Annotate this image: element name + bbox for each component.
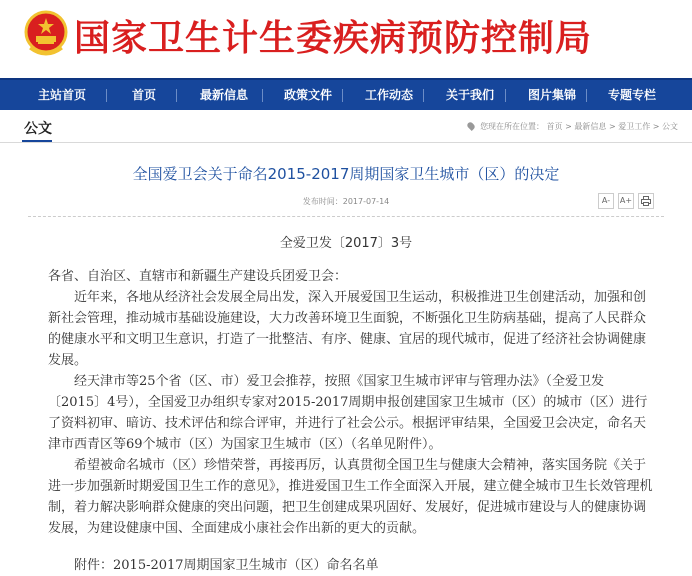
nav-item-gallery[interactable]: 图片集锦 bbox=[528, 88, 577, 102]
site-header bbox=[0, 0, 692, 78]
salutation: 各省、自治区、直辖市和新疆生产建设兵团爱卫会： bbox=[48, 269, 348, 284]
print-button[interactable] bbox=[638, 193, 654, 209]
national-emblem-icon bbox=[24, 8, 68, 58]
article-meta bbox=[0, 193, 692, 213]
body-paragraph: 希望被命名城市（区）珍惜荣誉，再接再厉，认真贯彻全国卫生与健康大会精神，落实国务院《关于进一步加强新时期爱国卫生工作的意见》，推进爱国卫生工作全面深入开展，建立健全城市卫生长效管理机制，着力解决影响群众健康的突出问题，把卫生创建成果巩固好、发展好，促进城市建设与人的健康协调发展，为建设健康中国、全面建成小康社会作出新的更大的贡献。 bbox=[48, 458, 653, 536]
title-divider bbox=[28, 216, 664, 217]
nav-item-work-news[interactable]: 工作动态 bbox=[365, 88, 414, 102]
nav-item-policy-docs[interactable]: 政策文件 bbox=[284, 88, 333, 102]
nav-item-latest-info[interactable]: 最新信息 bbox=[200, 88, 249, 102]
article-tools bbox=[594, 193, 654, 212]
breadcrumb-separator: > bbox=[608, 122, 616, 131]
print-icon bbox=[641, 196, 651, 206]
document-number: 全爱卫发〔2017〕3号 bbox=[279, 236, 413, 251]
nav-item-about-us[interactable]: 关于我们 bbox=[446, 88, 495, 102]
publish-date bbox=[0, 196, 692, 207]
main-nav bbox=[0, 78, 692, 110]
breadcrumb-prefix: 您现在所在位置： bbox=[480, 122, 545, 131]
nav-item-main-home[interactable]: 主站首页 bbox=[38, 88, 87, 102]
article-body bbox=[48, 266, 654, 576]
breadcrumb-item-latest-info[interactable]: 最新信息 bbox=[574, 122, 607, 131]
attachment-link[interactable]: 附件：2015-2017周期国家卫生城市（区）命名名单 bbox=[74, 558, 379, 573]
body-paragraph: 经天津市等25个省（区、市）爱卫会推荐，按照《国家卫生城市评审与管理办法》（全爱卫发〔2015〕4号），全国爱卫办组织专家对2015-2017周期申报创建国家卫生城市（区）的城市（区）进行了资料初审、暗访、技术评估和综合评审，并进行了社会公示。根据评审结果，全国爱卫会决定，命名天津市西青区等69个城市（区）为国家卫生城市（区）（名单见附件）。 bbox=[48, 374, 648, 452]
location-pin-icon bbox=[466, 121, 476, 131]
publish-date-label: 发布时间： bbox=[302, 197, 343, 206]
body-paragraph: 近年来，各地从经济社会发展全局出发，深入开展爱国卫生运动，积极推进卫生创建活动，加强和创新社会管理，推动城市基础设施建设，大力改善环境卫生面貌，不断强化卫生防病基础，提高了人民群众的健康水平和文明卫生意识，打造了一批整洁、有序、健康、宜居的现代城市，促进了经济社会协调健康发展。 bbox=[48, 290, 647, 368]
section-title-underline bbox=[22, 140, 52, 142]
font-larger-button[interactable]: A+ bbox=[618, 193, 634, 209]
breadcrumb-item-home[interactable]: 首页 bbox=[546, 122, 563, 131]
breadcrumb bbox=[468, 121, 678, 132]
breadcrumb-item-patriotic-health[interactable]: 爱卫工作 bbox=[618, 122, 651, 131]
publish-date-value: 2017-07-14 bbox=[342, 197, 390, 206]
nav-item-home[interactable]: 首页 bbox=[132, 88, 157, 102]
nav-item-special-topics[interactable]: 专题专栏 bbox=[608, 88, 657, 102]
article-title: 全国爱卫会关于命名2015-2017周期国家卫生城市（区）的决定 bbox=[132, 165, 560, 183]
breadcrumb-separator: > bbox=[652, 122, 660, 131]
breadcrumb-separator: > bbox=[565, 122, 572, 131]
section-title: 公文 bbox=[24, 121, 52, 137]
section-header bbox=[0, 116, 692, 143]
site-title[interactable]: 国家卫生计生委疾病预防控制局 bbox=[74, 18, 593, 59]
font-smaller-button[interactable]: A- bbox=[598, 193, 614, 209]
breadcrumb-item-official-docs[interactable]: 公文 bbox=[662, 122, 678, 131]
